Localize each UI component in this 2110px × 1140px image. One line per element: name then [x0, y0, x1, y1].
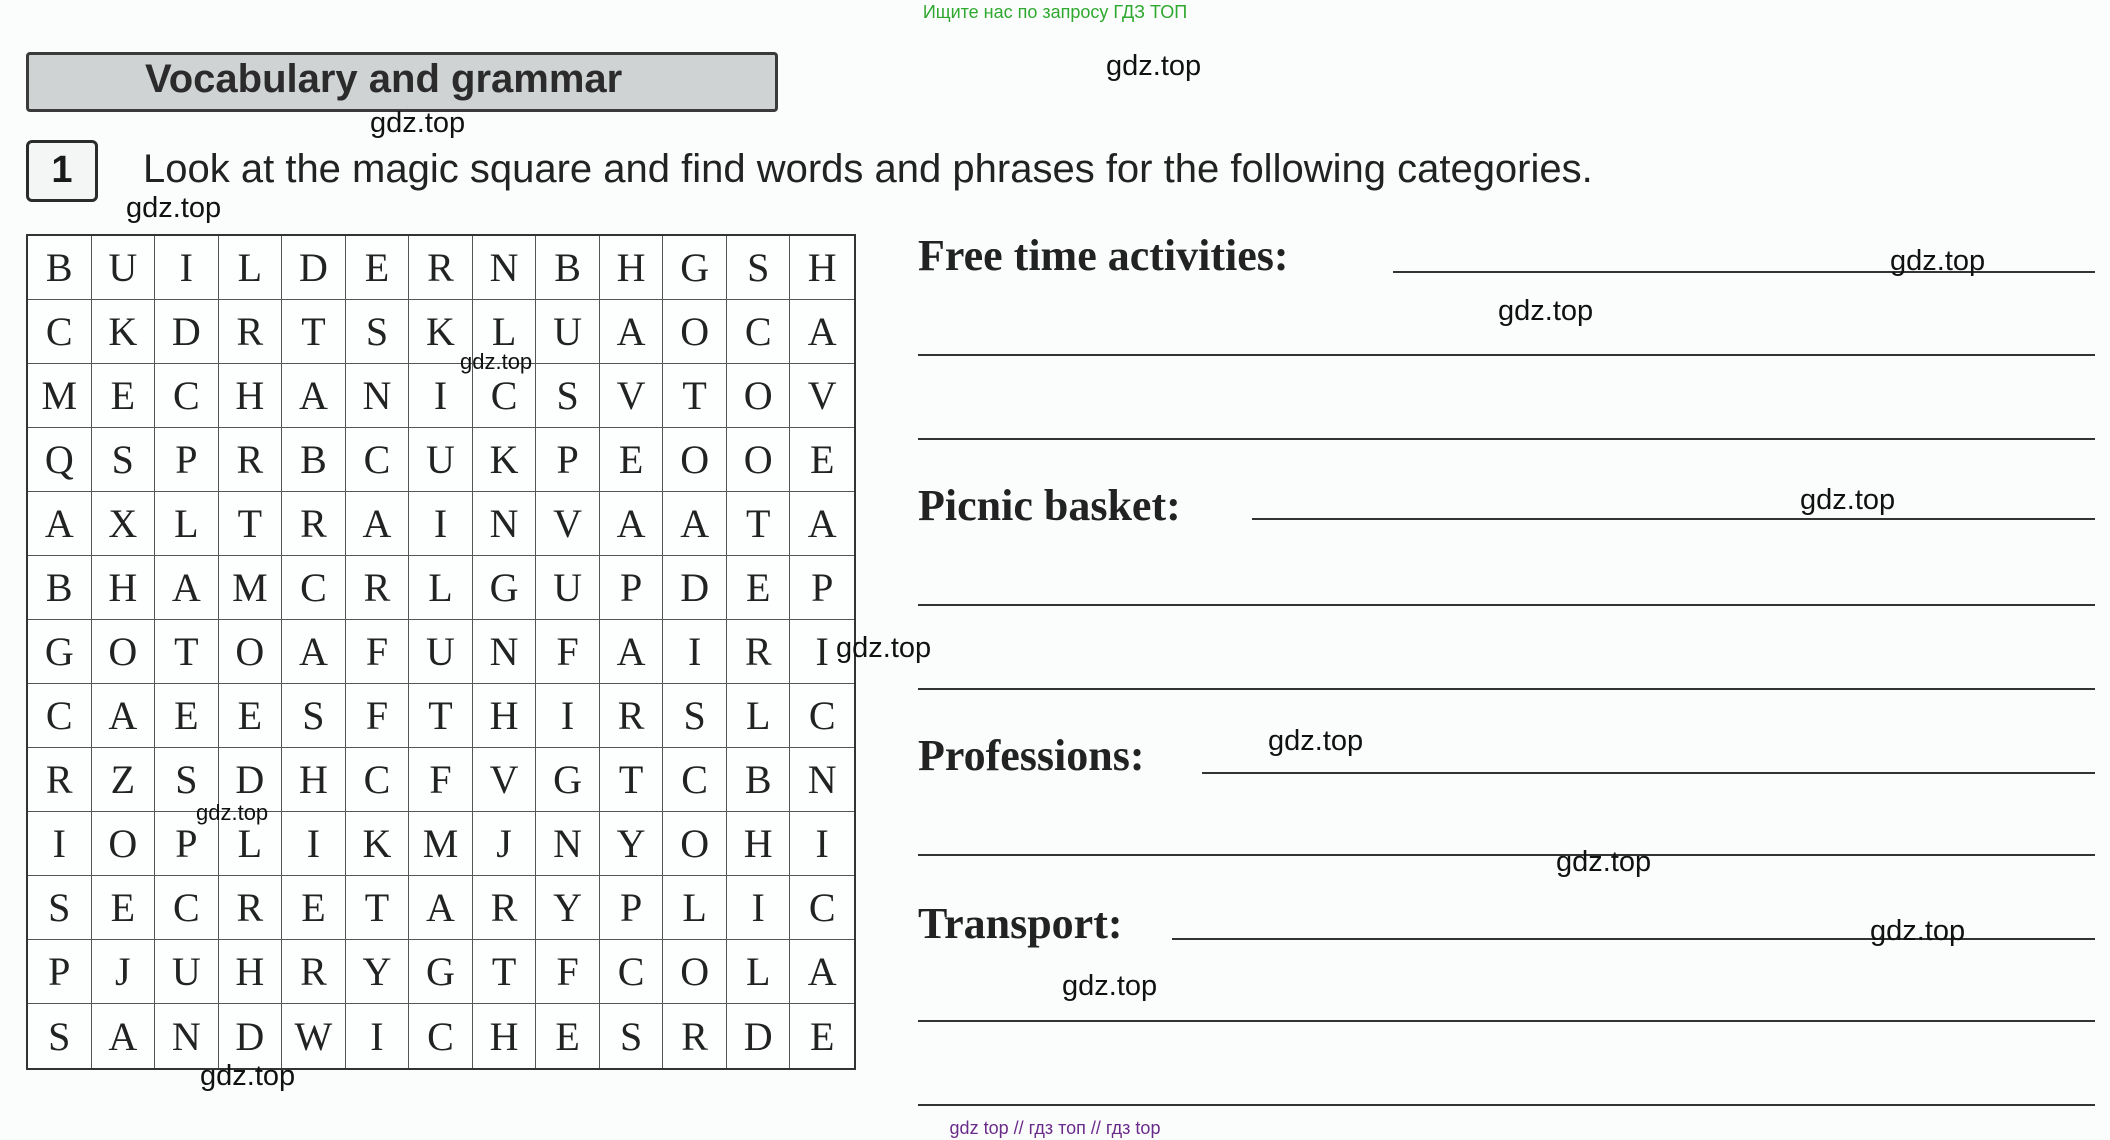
- grid-cell: A: [790, 300, 854, 364]
- grid-cell: T: [663, 364, 727, 428]
- grid-cell: O: [663, 300, 727, 364]
- grid-cell: H: [727, 812, 791, 876]
- grid-cell: R: [282, 492, 346, 556]
- grid-cell: E: [346, 236, 410, 300]
- grid-cell: T: [155, 620, 219, 684]
- footer-text: gdz top // гдз топ // гдз top: [949, 1118, 1161, 1138]
- grid-cell: V: [600, 364, 664, 428]
- grid-cell: E: [155, 684, 219, 748]
- grid-cell: I: [790, 812, 854, 876]
- grid-cell: L: [727, 940, 791, 1004]
- grid-cell: N: [790, 748, 854, 812]
- watermark-text: gdz.top: [200, 1060, 296, 1092]
- grid-cell: D: [219, 1004, 283, 1068]
- grid-cell: R: [219, 876, 283, 940]
- watermark-text: gdz.top: [1556, 846, 1652, 878]
- grid-cell: A: [282, 620, 346, 684]
- grid-cell: C: [409, 1004, 473, 1068]
- grid-cell: C: [790, 876, 854, 940]
- grid-cell: C: [346, 428, 410, 492]
- grid-cell: I: [282, 812, 346, 876]
- grid-cell: I: [790, 620, 854, 684]
- grid-cell: T: [409, 684, 473, 748]
- grid-cell: A: [155, 556, 219, 620]
- grid-cell: C: [727, 300, 791, 364]
- grid-cell: O: [92, 812, 156, 876]
- answer-line[interactable]: [918, 354, 2095, 356]
- grid-cell: C: [28, 684, 92, 748]
- grid-cell: P: [790, 556, 854, 620]
- grid-cell: P: [536, 428, 600, 492]
- grid-cell: H: [282, 748, 346, 812]
- grid-cell: T: [600, 748, 664, 812]
- grid-cell: E: [219, 684, 283, 748]
- category-transport-label: Transport:: [918, 899, 1123, 948]
- grid-cell: R: [600, 684, 664, 748]
- grid-cell: G: [409, 940, 473, 1004]
- grid-cell: A: [663, 492, 727, 556]
- watermark-text: gdz.top: [126, 192, 222, 224]
- answer-line[interactable]: [1393, 271, 2095, 273]
- grid-cell: U: [536, 556, 600, 620]
- grid-cell: O: [92, 620, 156, 684]
- grid-cell: P: [155, 812, 219, 876]
- grid-cell: P: [600, 556, 664, 620]
- grid-cell: Z: [92, 748, 156, 812]
- grid-cell: O: [663, 428, 727, 492]
- grid-cell: G: [536, 748, 600, 812]
- grid-cell: A: [346, 492, 410, 556]
- grid-cell: H: [219, 364, 283, 428]
- grid-cell: B: [727, 748, 791, 812]
- grid-cell: R: [663, 1004, 727, 1068]
- grid-cell: O: [219, 620, 283, 684]
- grid-cell: Q: [28, 428, 92, 492]
- grid-cell: F: [536, 620, 600, 684]
- grid-cell: D: [219, 748, 283, 812]
- grid-cell: T: [473, 940, 537, 1004]
- grid-cell: P: [155, 428, 219, 492]
- grid-cell: R: [219, 300, 283, 364]
- grid-cell: A: [92, 1004, 156, 1068]
- exercise-instruction: Look at the magic square and find words and phrases for the following categories.: [143, 147, 1593, 191]
- grid-cell: W: [282, 1004, 346, 1068]
- grid-cell: R: [282, 940, 346, 1004]
- grid-cell: J: [92, 940, 156, 1004]
- top-banner: Ищите нас по запросу ГДЗ ТОП: [922, 2, 1188, 22]
- grid-cell: G: [663, 236, 727, 300]
- grid-cell: L: [409, 556, 473, 620]
- answer-line[interactable]: [918, 1020, 2095, 1022]
- grid-cell: U: [155, 940, 219, 1004]
- grid-cell: Y: [600, 812, 664, 876]
- grid-cell: H: [790, 236, 854, 300]
- answer-line[interactable]: [918, 438, 2095, 440]
- grid-cell: U: [409, 428, 473, 492]
- grid-cell: S: [92, 428, 156, 492]
- grid-cell: C: [473, 364, 537, 428]
- grid-cell: E: [810, 1013, 835, 1059]
- watermark-text: gdz.top: [836, 632, 932, 664]
- grid-cell: S: [536, 364, 600, 428]
- grid-cell: K: [473, 428, 537, 492]
- grid-cell: P: [28, 940, 92, 1004]
- grid-cell: C: [28, 300, 92, 364]
- grid-cell: I: [28, 812, 92, 876]
- category-free-time-label: Free time activities:: [918, 231, 1289, 280]
- grid-cell: I: [409, 492, 473, 556]
- grid-cell: E: [282, 876, 346, 940]
- grid-cell: N: [473, 492, 537, 556]
- grid-cell: A: [28, 492, 92, 556]
- grid-cell: S: [663, 684, 727, 748]
- grid-cell: R: [727, 620, 791, 684]
- grid-cell: B: [282, 428, 346, 492]
- answer-line[interactable]: [918, 1104, 2095, 1106]
- grid-cell: U: [536, 300, 600, 364]
- grid-cell: F: [346, 620, 410, 684]
- grid-cell: F: [409, 748, 473, 812]
- magic-square-grid: [26, 234, 856, 1070]
- grid-cell: S: [155, 748, 219, 812]
- grid-cell: E: [92, 876, 156, 940]
- category-picnic-basket-label: Picnic basket:: [918, 481, 1181, 530]
- grid-cell: M: [28, 364, 92, 428]
- grid-cell: Y: [536, 876, 600, 940]
- watermark-text: gdz.top: [1106, 50, 1202, 82]
- answer-line[interactable]: [1202, 772, 2095, 774]
- grid-cell: N: [346, 364, 410, 428]
- grid-cell: A: [600, 492, 664, 556]
- watermark-text: gdz.top: [1498, 295, 1594, 327]
- grid-cell: A: [600, 300, 664, 364]
- grid-cell: E: [790, 428, 854, 492]
- grid-cell: E: [600, 428, 664, 492]
- grid-cell: H: [473, 684, 537, 748]
- answer-line[interactable]: [918, 604, 2095, 606]
- grid-cell: S: [600, 1004, 664, 1068]
- grid-cell: K: [346, 812, 410, 876]
- watermark-text: gdz.top: [196, 800, 269, 825]
- grid-cell: N: [536, 812, 600, 876]
- grid-cell: R: [346, 556, 410, 620]
- grid-cell: R: [409, 236, 473, 300]
- answer-line[interactable]: [918, 688, 2095, 690]
- watermark-text: gdz.top: [1890, 245, 1986, 277]
- grid-cell: N: [473, 620, 537, 684]
- grid-cell: Y: [346, 940, 410, 1004]
- watermark-text: gdz.top: [370, 107, 466, 139]
- watermark-text: gdz.top: [1800, 484, 1896, 516]
- grid-cell: O: [727, 364, 791, 428]
- grid-cell: A: [409, 876, 473, 940]
- grid-cell: H: [219, 940, 283, 1004]
- grid-cell: M: [409, 812, 473, 876]
- grid-cell: D: [155, 300, 219, 364]
- watermark-text: gdz.top: [1268, 725, 1364, 757]
- grid-cell: O: [727, 428, 791, 492]
- grid-cell: L: [219, 812, 283, 876]
- grid-cell: A: [600, 620, 664, 684]
- grid-cell: K: [409, 300, 473, 364]
- grid-cell: C: [346, 748, 410, 812]
- grid-cell: I: [409, 364, 473, 428]
- grid-cell: D: [282, 236, 346, 300]
- grid-cell: D: [663, 556, 727, 620]
- grid-cell: C: [600, 940, 664, 1004]
- grid-cell: L: [663, 876, 727, 940]
- grid-cell: H: [473, 1004, 537, 1068]
- grid-cell: S: [28, 1004, 92, 1068]
- grid-cell: A: [790, 492, 854, 556]
- grid-cell: H: [600, 236, 664, 300]
- grid-cell: I: [727, 876, 791, 940]
- grid-cell: P: [600, 876, 664, 940]
- grid-cell: D: [727, 1004, 791, 1068]
- grid-cell: H: [92, 556, 156, 620]
- watermark-text: gdz.top: [1870, 915, 1966, 947]
- grid-cell: S: [282, 684, 346, 748]
- grid-cell: A: [790, 940, 854, 1004]
- grid-cell: T: [727, 492, 791, 556]
- watermark-text: gdz.top: [460, 349, 533, 374]
- grid-cell: I: [536, 684, 600, 748]
- grid-cell: I: [155, 236, 219, 300]
- grid-cell: C: [155, 364, 219, 428]
- grid-cell: M: [219, 556, 283, 620]
- grid-cell: C: [282, 556, 346, 620]
- grid-cell: A: [282, 364, 346, 428]
- grid-cell: R: [28, 748, 92, 812]
- category-professions-label: Professions:: [918, 731, 1145, 780]
- grid-cell: N: [473, 236, 537, 300]
- grid-cell: F: [346, 684, 410, 748]
- grid-cell: L: [219, 236, 283, 300]
- exercise-number: 1: [26, 140, 98, 202]
- grid-cell: C: [155, 876, 219, 940]
- grid-cell: S: [28, 876, 92, 940]
- watermark-text: gdz.top: [1062, 970, 1158, 1002]
- grid-cell: E: [92, 364, 156, 428]
- grid-cell: T: [346, 876, 410, 940]
- section-title: Vocabulary and grammar: [145, 57, 623, 101]
- grid-cell: F: [536, 940, 600, 1004]
- grid-cell: E: [727, 556, 791, 620]
- grid-cell: B: [28, 556, 92, 620]
- grid-cell: A: [92, 684, 156, 748]
- grid-cell: S: [727, 236, 791, 300]
- grid-cell: R: [473, 876, 537, 940]
- grid-cell: N: [155, 1004, 219, 1068]
- grid-cell: L: [727, 684, 791, 748]
- grid-cell: T: [282, 300, 346, 364]
- grid-cell: G: [28, 620, 92, 684]
- grid-cell: T: [219, 492, 283, 556]
- grid-cell: R: [219, 428, 283, 492]
- grid-cell: E: [536, 1004, 600, 1068]
- grid-cell: G: [473, 556, 537, 620]
- grid-cell: J: [473, 812, 537, 876]
- grid-cell: O: [663, 940, 727, 1004]
- grid-cell: U: [92, 236, 156, 300]
- grid-cell: C: [663, 748, 727, 812]
- grid-cell: X: [92, 492, 156, 556]
- grid-cell: S: [346, 300, 410, 364]
- grid-cell: U: [409, 620, 473, 684]
- grid-cell: C: [790, 684, 854, 748]
- grid-cell: I: [663, 620, 727, 684]
- answer-line[interactable]: [1252, 518, 2095, 520]
- grid-cell: O: [663, 812, 727, 876]
- grid-cell: V: [473, 748, 537, 812]
- grid-cell: K: [92, 300, 156, 364]
- grid-cell: V: [536, 492, 600, 556]
- grid-cell: B: [28, 236, 92, 300]
- grid-cell: B: [536, 236, 600, 300]
- answer-line[interactable]: [918, 854, 2095, 856]
- grid-cell: V: [790, 364, 854, 428]
- grid-cell: L: [155, 492, 219, 556]
- grid-cell: I: [346, 1004, 410, 1068]
- grid-cell: L: [473, 300, 537, 364]
